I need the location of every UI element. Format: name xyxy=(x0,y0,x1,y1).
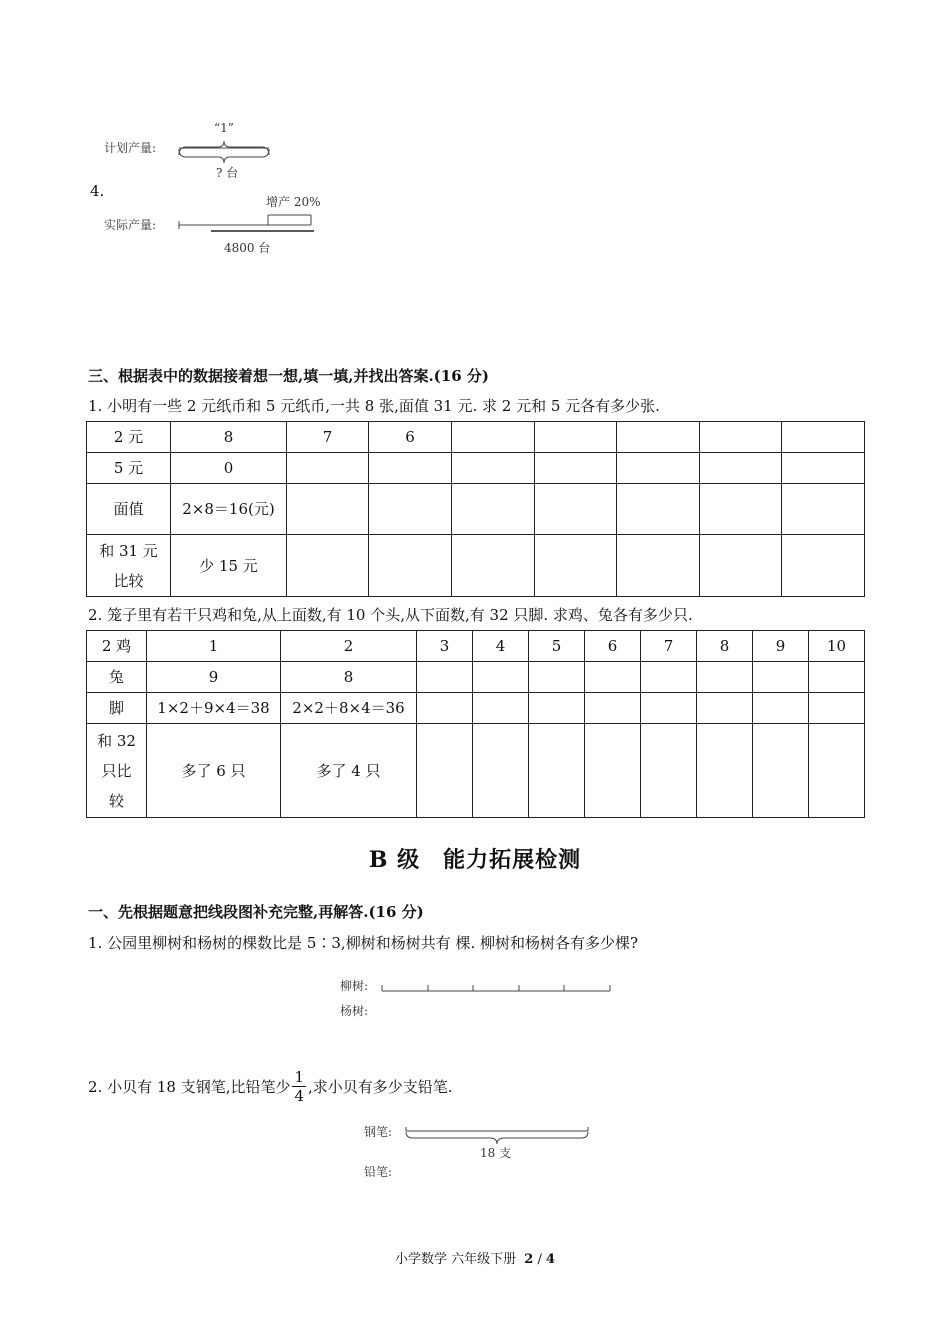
pen-diagram xyxy=(360,1118,610,1184)
pencil-label: 铅笔: xyxy=(364,1165,393,1179)
footer-text: 小学数学 六年级下册 xyxy=(394,1252,517,1267)
section3-q2: 2. 笼子里有若干只鸡和兔,从上面数,有 10 个头,从下面数,有 32 只脚. 求鸡、兔各有多少只. xyxy=(88,606,693,624)
table-row: 脚 1×2＋9×4＝38 2×2＋8×4＝36 xyxy=(87,693,865,724)
plan-top-label: “1” xyxy=(214,121,234,135)
table-coins xyxy=(86,421,865,597)
willow-label: 柳树: xyxy=(340,979,369,993)
q4-number: 4. xyxy=(90,182,105,200)
plan-label: 计划产量: xyxy=(104,141,157,155)
pen-label: 钢笔: xyxy=(364,1125,393,1139)
actual-bottom-label: 4800 台 xyxy=(224,241,271,255)
table-row: 面值 2×8＝16(元) xyxy=(87,484,865,535)
plan-bottom-label: ? 台 xyxy=(216,166,239,180)
pen-brace xyxy=(406,1132,588,1144)
table-row: 和 32 只比较 多了 6 只 多了 4 只 xyxy=(87,724,865,818)
level-b-title: B 级 能力拓展检测 xyxy=(368,847,582,873)
section3-q1: 1. 小明有一些 2 元纸币和 5 元纸币,一共 8 张,面值 31 元. 求 2 元和 5 元各有多少张. xyxy=(88,397,660,415)
tree-diagram xyxy=(336,972,626,1024)
q2-text-prefix: 2. 小贝有 18 支钢笔,比铅笔少 xyxy=(88,1078,291,1096)
table-row: 2 元 8 7 6 xyxy=(87,422,865,453)
level-b-section1-title: 一、先根据题意把线段图补充完整,再解答.(16 分) xyxy=(88,903,424,921)
table-row: 2 鸡 1 2 3 4 5 6 7 8 9 10 xyxy=(87,631,865,662)
section3-title: 三、根据表中的数据接着想一想,填一填,并找出答案.(16 分) xyxy=(88,367,489,385)
table-chicken-rabbit xyxy=(86,630,865,818)
table-row: 5 元 0 xyxy=(87,453,865,484)
actual-increase-label: 增产 20% xyxy=(266,195,321,209)
fraction-one-quarter xyxy=(292,1068,306,1105)
q4-diagram xyxy=(96,115,356,265)
level-b-q1: 1. 公园里柳树和杨树的棵数比是 5∶3,柳树和杨树共有 棵. 柳树和杨树各有多少棵? xyxy=(88,934,639,952)
pen-bottom-label: 18 支 xyxy=(480,1146,512,1160)
level-b-q2 xyxy=(88,1068,453,1105)
poplar-label: 杨树: xyxy=(340,1004,369,1018)
page-footer xyxy=(0,1248,950,1267)
footer-total: 4 xyxy=(545,1252,556,1267)
q2-text-suffix: ,求小贝有多少支铅笔. xyxy=(308,1078,453,1096)
fraction-numerator: 1 xyxy=(294,1068,305,1086)
actual-label: 实际产量: xyxy=(104,218,157,232)
table-row: 和 31 元比较 少 15 元 xyxy=(87,535,865,597)
footer-separator: / xyxy=(537,1252,542,1267)
fraction-denominator: 4 xyxy=(294,1087,305,1105)
plan-brace-bottom xyxy=(179,149,269,163)
table-row: 兔 9 8 xyxy=(87,662,865,693)
footer-page: 2 xyxy=(524,1252,534,1267)
